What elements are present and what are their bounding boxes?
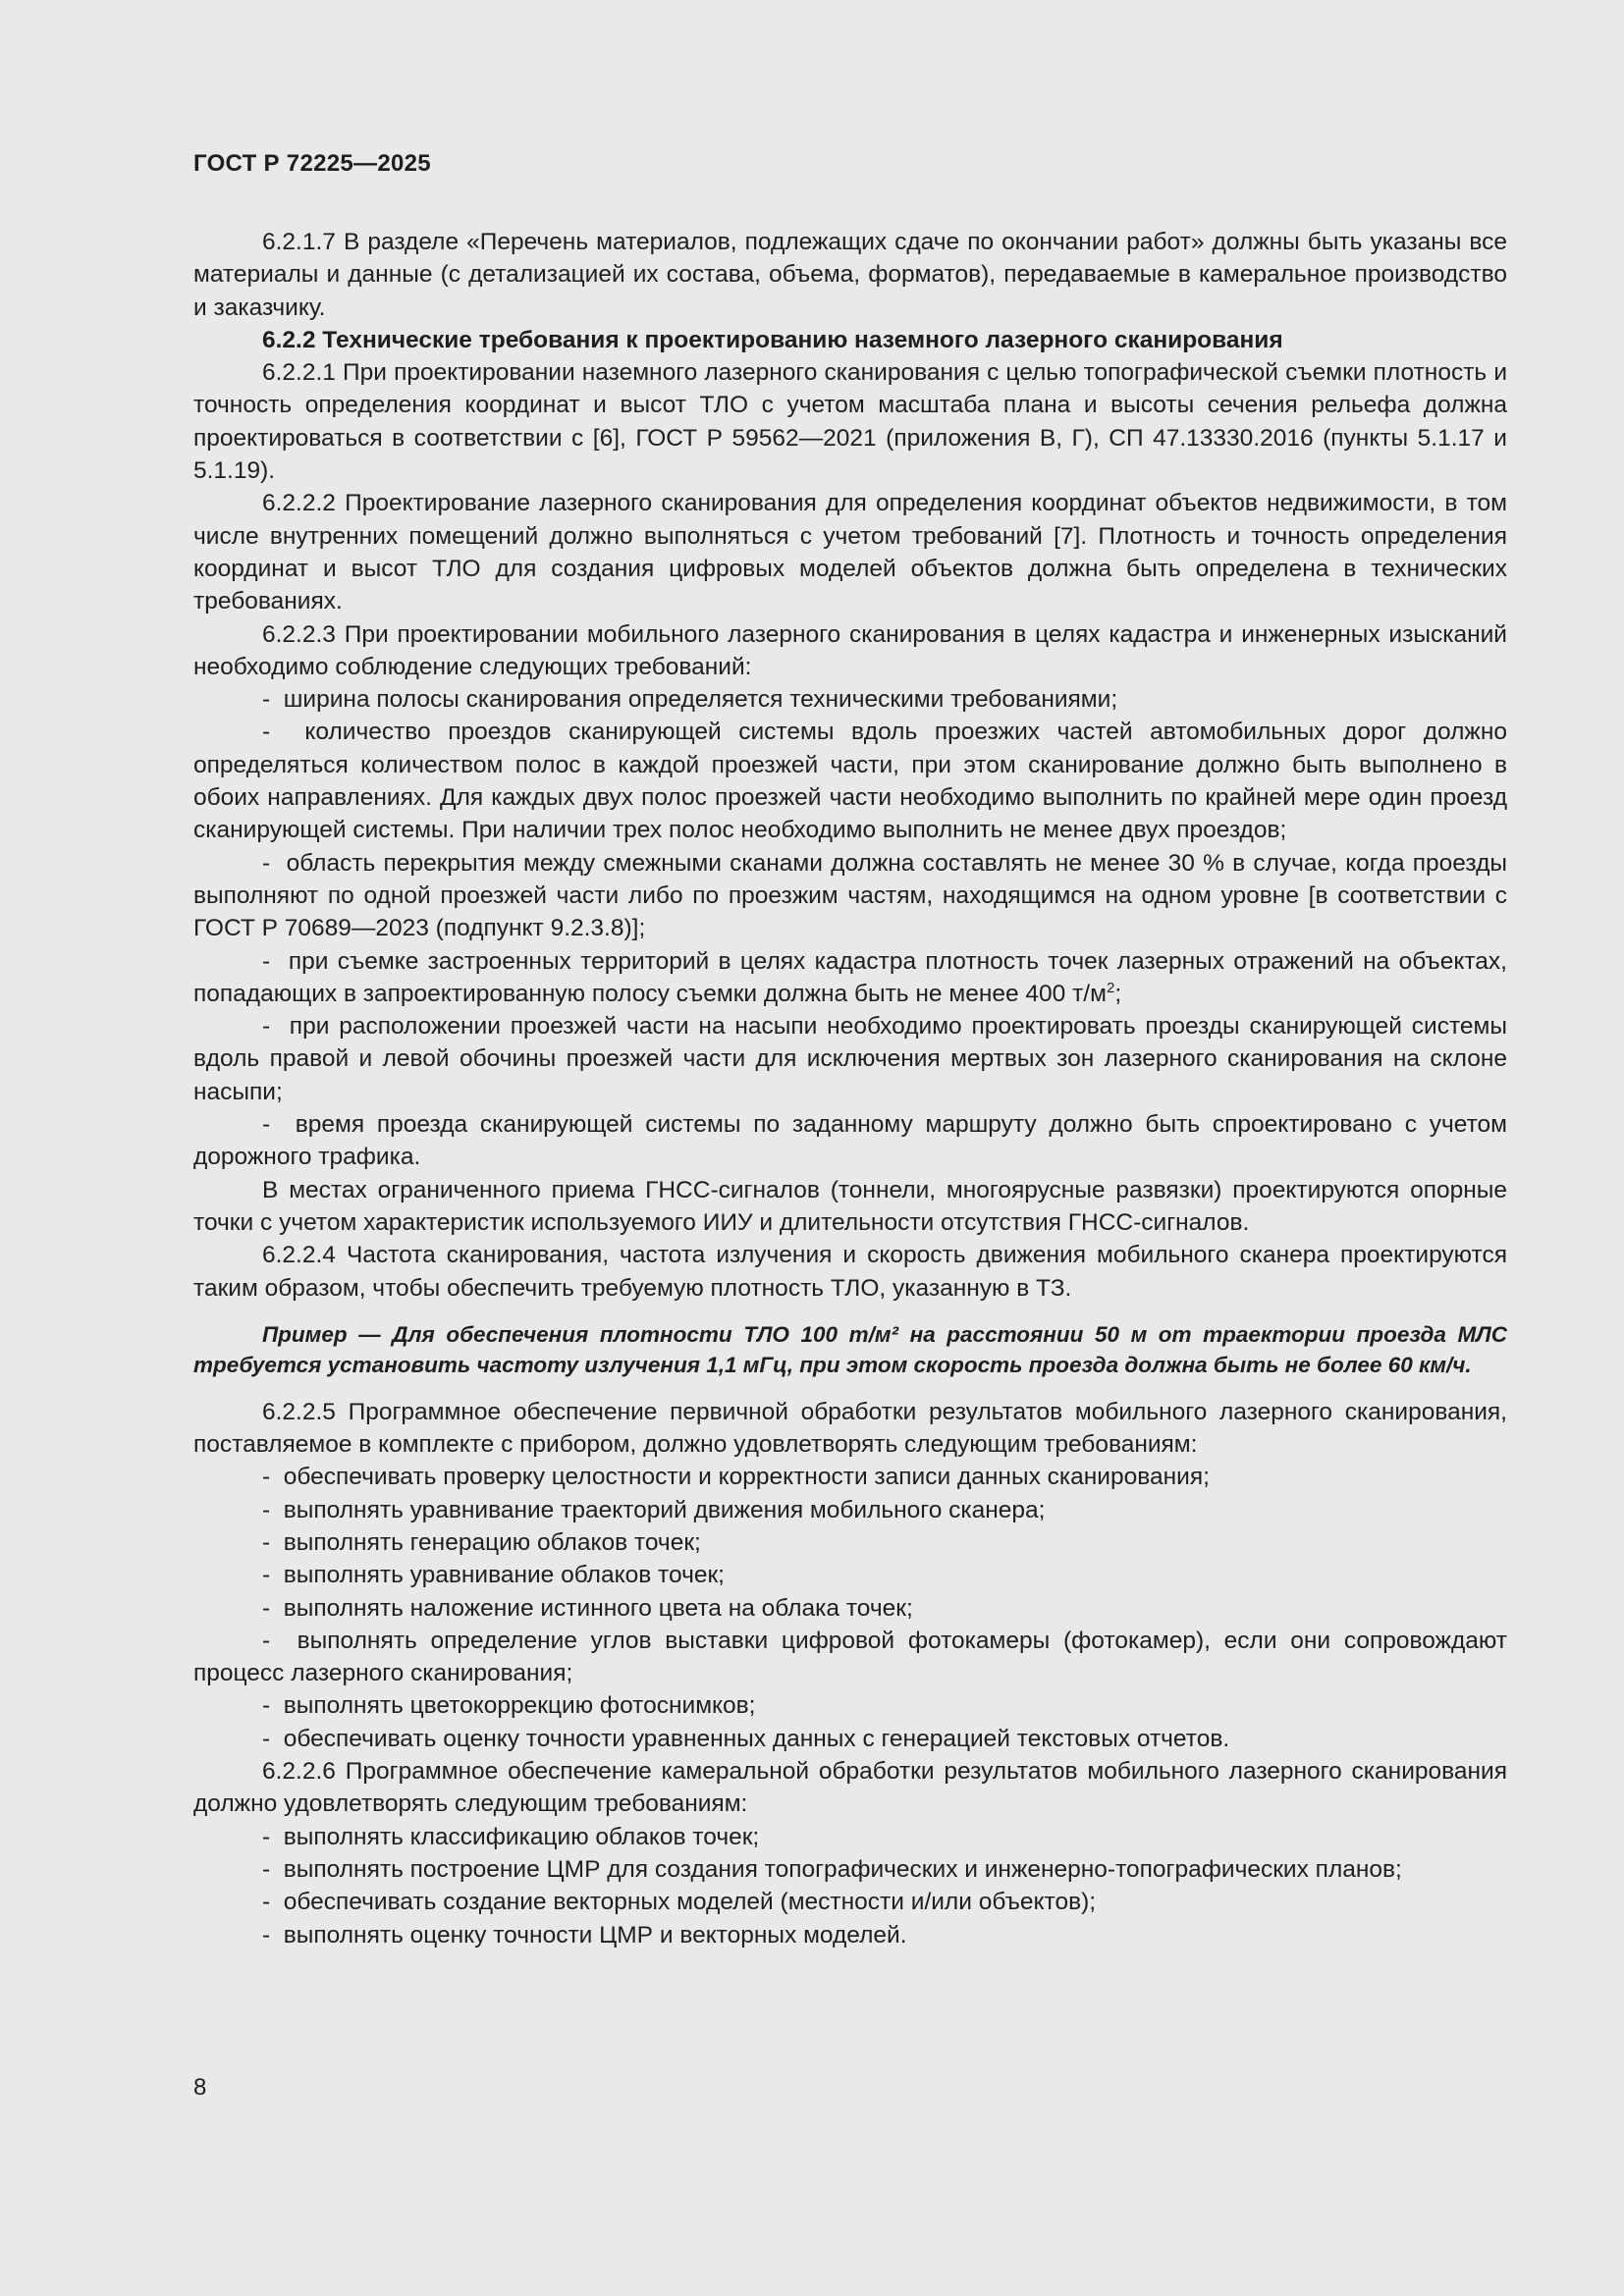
list-item: - выполнять генерацию облаков точек;	[193, 1526, 1507, 1559]
list-item: - выполнять цветокоррекцию фотоснимков;	[193, 1689, 1507, 1722]
list-item	[193, 945, 1507, 1011]
section-heading-6-2-2: 6.2.2 Технические требования к проектированию наземного лазерного сканирования	[262, 326, 1283, 353]
paragraph-6-2-2-2: 6.2.2.2 Проектирование лазерного сканирования для определения координат объектов недвижимости, в том числе внутренних помещений должно выполняться с учетом требований [7]. Плотность и точность определения координат и высот ТЛО для создания цифровых моделей объектов должна быть определена в технических требованиях.	[193, 490, 1507, 615]
list-item: - время проезда сканирующей системы по заданному маршруту должно быть спроектировано с учетом дорожного трафика.	[193, 1108, 1507, 1174]
list-item: - выполнять построение ЦМР для создания топографических и инженерно-топографических планов;	[193, 1853, 1507, 1886]
page-number: 8	[193, 2074, 207, 2101]
paragraph-6-2-2-4: 6.2.2.4 Частота сканирования, частота излучения и скорость движения мобильного сканера проектируются таким образом, чтобы обеспечить требуемую плотность ТЛО, указанную в ТЗ.	[193, 1242, 1507, 1302]
paragraph-6-2-2-6: 6.2.2.6 Программное обеспечение камеральной обработки результатов мобильного лазерного сканирования должно удовлетворять следующим требованиям:	[193, 1758, 1507, 1818]
list-item: - выполнять уравнивание облаков точек;	[193, 1559, 1507, 1591]
list-item-text: при съемке застроенных территорий в целях кадастра плотность точек лазерных отражений на объектах, попадающих в запроектированную полосу съемки должна быть не менее 400 т/м	[193, 947, 1507, 1007]
list-item: - количество проездов сканирующей системы вдоль проезжих частей автомобильных дорог должно определяться количеством полос в каждой проезжей части, при этом сканирование должно быть выполнено в обоих направлениях. Для каждых двух полос проезжей части необходимо выполнить по крайней мере один проезд сканирующей системы. При наличии трех полос необходимо выполнить не менее двух проездов;	[193, 716, 1507, 846]
paragraph-6-2-2-3: 6.2.2.3 При проектировании мобильного лазерного сканирования в целях кадастра и инженерных изысканий необходимо соблюдение следующих требований:	[193, 620, 1507, 680]
paragraph-gnss: В местах ограниченного приема ГНСС-сигналов (тоннели, многоярусные развязки) проектируются опорные точки с учетом характеристик используемого ИИУ и длительности отсутствия ГНСС-сигналов.	[193, 1176, 1507, 1236]
list-item: - при расположении проезжей части на насыпи необходимо проектировать проезды сканирующей системы вдоль правой и левой обочины проезжей части для исключения мертвых зон лазерного сканирования на склоне насыпи;	[193, 1010, 1507, 1108]
list-item: - выполнять определение углов выставки цифровой фотокамеры (фотокамер), если они сопровождают процесс лазерного сканирования;	[193, 1625, 1507, 1690]
paragraph-6-2-2-1: 6.2.2.1 При проектировании наземного лазерного сканирования с целью топографической съемки плотность и точность определения координат и высот ТЛО с учетом масштаба плана и высоты сечения рельефа должна проектироваться в соответствии с [6], ГОСТ Р 59562—2021 (приложения В, Г), СП 47.13330.2016 (пункты 5.1.17 и 5.1.19).	[193, 359, 1507, 485]
list-item: - ширина полосы сканирования определяется техническими требованиями;	[193, 683, 1507, 716]
document-code-header: ГОСТ Р 72225—2025	[193, 150, 431, 177]
superscript: 2	[1106, 979, 1115, 996]
paragraph-6-2-1-7: 6.2.1.7 В разделе «Перечень материалов, подлежащих сдаче по окончании работ» должны быть указаны все материалы и данные (с детализацией их состава, объема, форматов), передаваемые в камеральное производство и заказчику.	[193, 229, 1507, 321]
list-item: - область перекрытия между смежными сканами должна составлять не менее 30 % в случае, когда проезды выполняют по одной проезжей части либо по проезжим частям, находящимся на одном уровне [в соответствии с ГОСТ Р 70689—2023 (подпункт 9.2.3.8)];	[193, 847, 1507, 945]
list-item: - выполнять наложение истинного цвета на облака точек;	[193, 1592, 1507, 1625]
list-item-end: ;	[1114, 980, 1122, 1007]
list-item: - выполнять оценку точности ЦМР и векторных моделей.	[193, 1919, 1507, 1951]
list-item: - обеспечивать создание векторных моделей (местности и/или объектов);	[193, 1886, 1507, 1918]
document-body	[193, 226, 1507, 1951]
document-page	[193, 0, 1507, 2296]
list-item: - обеспечивать проверку целостности и корректности записи данных сканирования;	[193, 1461, 1507, 1493]
example-note: Пример — Для обеспечения плотности ТЛО 100 т/м² на расстоянии 50 м от траектории проезда МЛС требуется установить частоту излучения 1,1 мГц, при этом скорость проезда должна быть не более 60 км/ч.	[193, 1321, 1507, 1377]
paragraph-6-2-2-5: 6.2.2.5 Программное обеспечение первичной обработки результатов мобильного лазерного сканирования, поставляемое в комплекте с прибором, должно удовлетворять следующим требованиям:	[193, 1398, 1507, 1459]
list-item: - выполнять уравнивание траекторий движения мобильного сканера;	[193, 1494, 1507, 1526]
list-item: - выполнять классификацию облаков точек;	[193, 1821, 1507, 1853]
list-item: - обеспечивать оценку точности уравненных данных с генерацией текстовых отчетов.	[193, 1723, 1507, 1755]
